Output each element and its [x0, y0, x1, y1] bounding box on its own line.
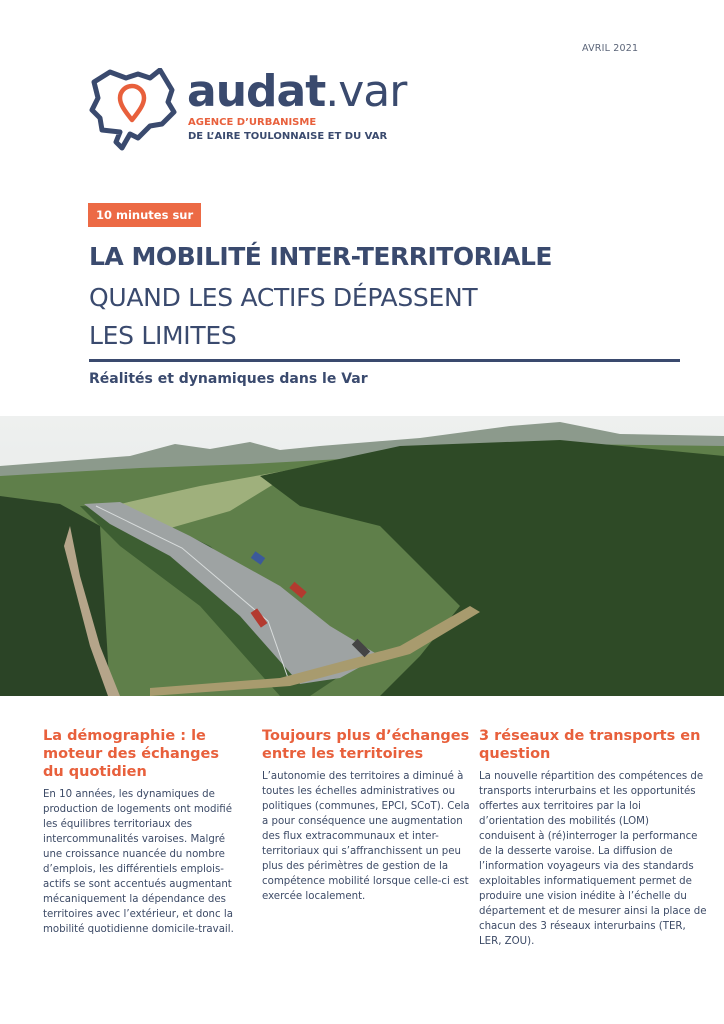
- column-demography: [43, 727, 243, 937]
- brand-name: [187, 66, 407, 117]
- agency-line-1: AGENCE D’URBANISME: [188, 117, 317, 128]
- column-heading: Toujours plus d’échanges entre les territoires: [262, 728, 470, 762]
- audat-logo-icon: [88, 68, 178, 152]
- column-body: La nouvelle répartition des compétences de transports interurbains et les opportunités offertes aux territoires par la loi d’orientation des mobilités (LOM) conduisent à (ré)interroger la performance de la desserte varoise. La diffusion de l’information voyageurs via des standards exploitables informatiquement permet de produire une vision inédite à l’échelle du département et de mesurer ainsi la place de chacun des 3 réseaux interurbains (TER, LER, ZOU).: [479, 771, 707, 947]
- column-heading: La démographie : le moteur des échanges du quotidien: [43, 728, 219, 780]
- column-exchanges: [262, 727, 472, 904]
- title-line-1: LA MOBILITÉ INTER-TERRITORIALE: [89, 242, 552, 271]
- publication-date: AVRIL 2021: [582, 43, 639, 54]
- column-heading: 3 réseaux de transports en question: [479, 728, 701, 762]
- brand-name-part2: .var: [325, 66, 407, 117]
- column-body: L’autonomie des territoires a diminué à toutes les échelles administratives ou politiques (communes, EPCI, SCoT). Cela a pour conséquence une augmentation des flux extracommunaux et inter-territoriaux qui s’affranchissent un peu plus des périmètres de gestion de la compétence mobilité lorsque celle-ci est exercée localement.: [262, 771, 470, 902]
- tag-badge: 10 minutes sur: [88, 203, 201, 227]
- title-divider: [89, 359, 680, 362]
- brand-name-part1: audat: [187, 66, 326, 117]
- column-body: En 10 années, les dynamiques de production de logements ont modifié les équilibres territoriaux des intercommunalités varoises. Malgré une croissance nuancée du nombre d’emplois, les différentiels emplois-actifs se sont accentués augmentant mécaniquement la dépendance des territoires avec l’extérieur, et donc la mobilité quotidienne domicile-travail.: [43, 789, 234, 935]
- title-line-2: QUAND LES ACTIFS DÉPASSENT: [89, 283, 478, 312]
- subtitle: Réalités et dynamiques dans le Var: [89, 371, 368, 387]
- highway-landscape-photo: [0, 416, 724, 696]
- agency-line-2: DE L’AIRE TOULONNAISE ET DU VAR: [188, 131, 388, 142]
- column-transport-networks: [479, 727, 707, 949]
- title-line-3: LES LIMITES: [89, 321, 237, 350]
